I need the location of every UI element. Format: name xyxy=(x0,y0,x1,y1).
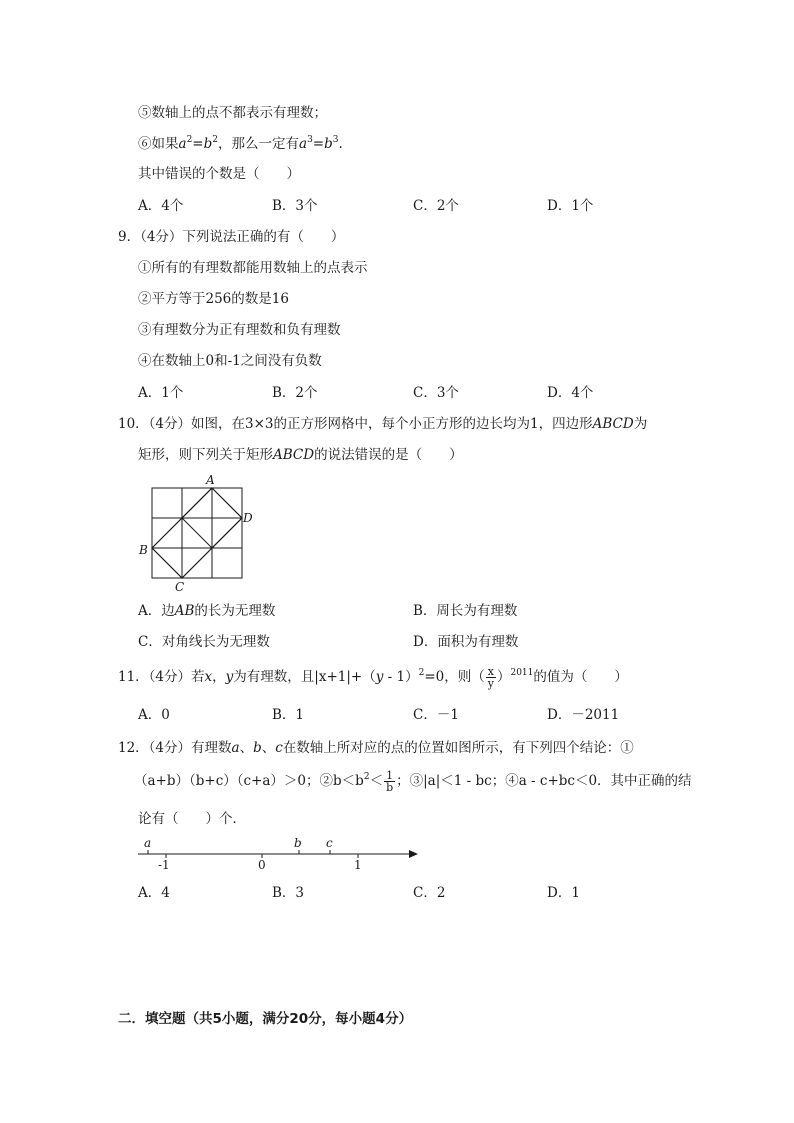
q10-grid-figure xyxy=(130,470,260,598)
q8-stem: 其中错误的个数是（ ） xyxy=(138,166,300,182)
inner-segment-1 xyxy=(182,518,212,548)
label-b: B xyxy=(139,543,148,557)
q12-number-line xyxy=(134,834,424,874)
point-c-label: c xyxy=(326,836,333,850)
q12-option-a[interactable]: A．4 xyxy=(138,885,170,901)
inner-segment-3 xyxy=(212,518,242,548)
q10-option-d[interactable]: D．面积为有理数 xyxy=(413,634,519,650)
q12-option-c[interactable]: C．2 xyxy=(413,885,446,901)
point-a-label: a xyxy=(144,836,152,850)
q8-item-5: ⑤数轴上的点不都表示有理数； xyxy=(138,105,327,121)
q12-stem-line-2: （a+b）（b+c）（c+a）＞0；$②b<b^2<$ $\frac{1}{b}$ ；③|a|＜1 - bc；④a - c+bc＜0．其中正确的结 xyxy=(134,769,692,794)
q11-option-b[interactable]: B．1 xyxy=(272,707,305,723)
q10-option-a[interactable]: A．边AB的长为无理数 xyxy=(138,603,276,619)
q11-option-a[interactable]: A．0 xyxy=(138,707,170,723)
label-a: A xyxy=(206,473,215,487)
q11-fraction: $\frac{x}{y}$ xyxy=(487,665,494,690)
q9-option-a[interactable]: A．1个 xyxy=(138,385,184,401)
q12-option-b[interactable]: B．3 xyxy=(272,885,305,901)
q8-option-b[interactable]: B．3个 xyxy=(272,198,318,214)
tick-label-one: 1 xyxy=(354,858,362,872)
q12-option-d[interactable]: D．1 xyxy=(547,885,580,901)
q9-item-1: ①所有的有理数都能用数轴上的点表示 xyxy=(138,260,368,276)
q9-item-3: ③有理数分为正有理数和负有理数 xyxy=(138,322,341,338)
q10-stem-line-1: 10．（4分）如图，在3×3的正方形网格中，每个小正方形的边长均为1，四边形ABCD为 xyxy=(118,416,648,432)
q9-option-d[interactable]: D．4个 xyxy=(547,385,594,401)
label-d: D xyxy=(243,511,253,525)
q9-stem: 9．（4分）下列说法正确的有（ ） xyxy=(118,229,345,245)
q9-item-4: ④在数轴上0和-1之间没有负数 xyxy=(138,353,322,369)
q10-option-c[interactable]: C．对角线长为无理数 xyxy=(138,634,270,650)
q8-option-a[interactable]: A．4个 xyxy=(138,198,184,214)
q11-option-d[interactable]: D．－2011 xyxy=(547,707,620,723)
q9-item-2: ②平方等于256的数是16 xyxy=(138,291,289,307)
q9-option-c[interactable]: C．3个 xyxy=(413,385,459,401)
inner-segment-2 xyxy=(182,488,212,518)
q11-option-c[interactable]: C．－1 xyxy=(413,707,459,723)
q10-stem-line-2: 矩形，则下列关于矩形ABCD的说法错误的是（ ） xyxy=(138,447,463,463)
q8-item-6: ⑥如果$a^2=b^2$，那么一定有$a^3=b^3$. xyxy=(138,135,343,152)
axis-arrow xyxy=(409,850,418,858)
tick-label-neg-1: -1 xyxy=(158,858,170,872)
section-2-heading: 二．填空题（共5小题，满分20分，每小题4分） xyxy=(118,1011,413,1027)
q8-option-c[interactable]: C．2个 xyxy=(413,198,459,214)
q10-option-b[interactable]: B．周长为有理数 xyxy=(413,603,518,619)
point-b-label: b xyxy=(294,836,302,850)
q12-stem-line-1: 12．（4分）有理数a、b、c在数轴上所对应的点的位置如图所示，有下列四个结论：① xyxy=(118,740,634,756)
q12-stem-line-3: 论有（ ）个． xyxy=(138,811,246,827)
q9-option-b[interactable]: B．2个 xyxy=(272,385,318,401)
q8-option-d[interactable]: D．1个 xyxy=(547,198,594,214)
q12-fraction: $\frac{1}{b}$ xyxy=(386,769,394,794)
label-c: C xyxy=(175,580,185,594)
tick-label-zero: 0 xyxy=(258,858,266,872)
q11-stem: 11．（4分）若x，y为有理数，且|x+1|+（y - 1）$^2$=0，则（ $\frac{x}{y}$ ）$^{2011}$的值为（ ） xyxy=(118,665,628,690)
